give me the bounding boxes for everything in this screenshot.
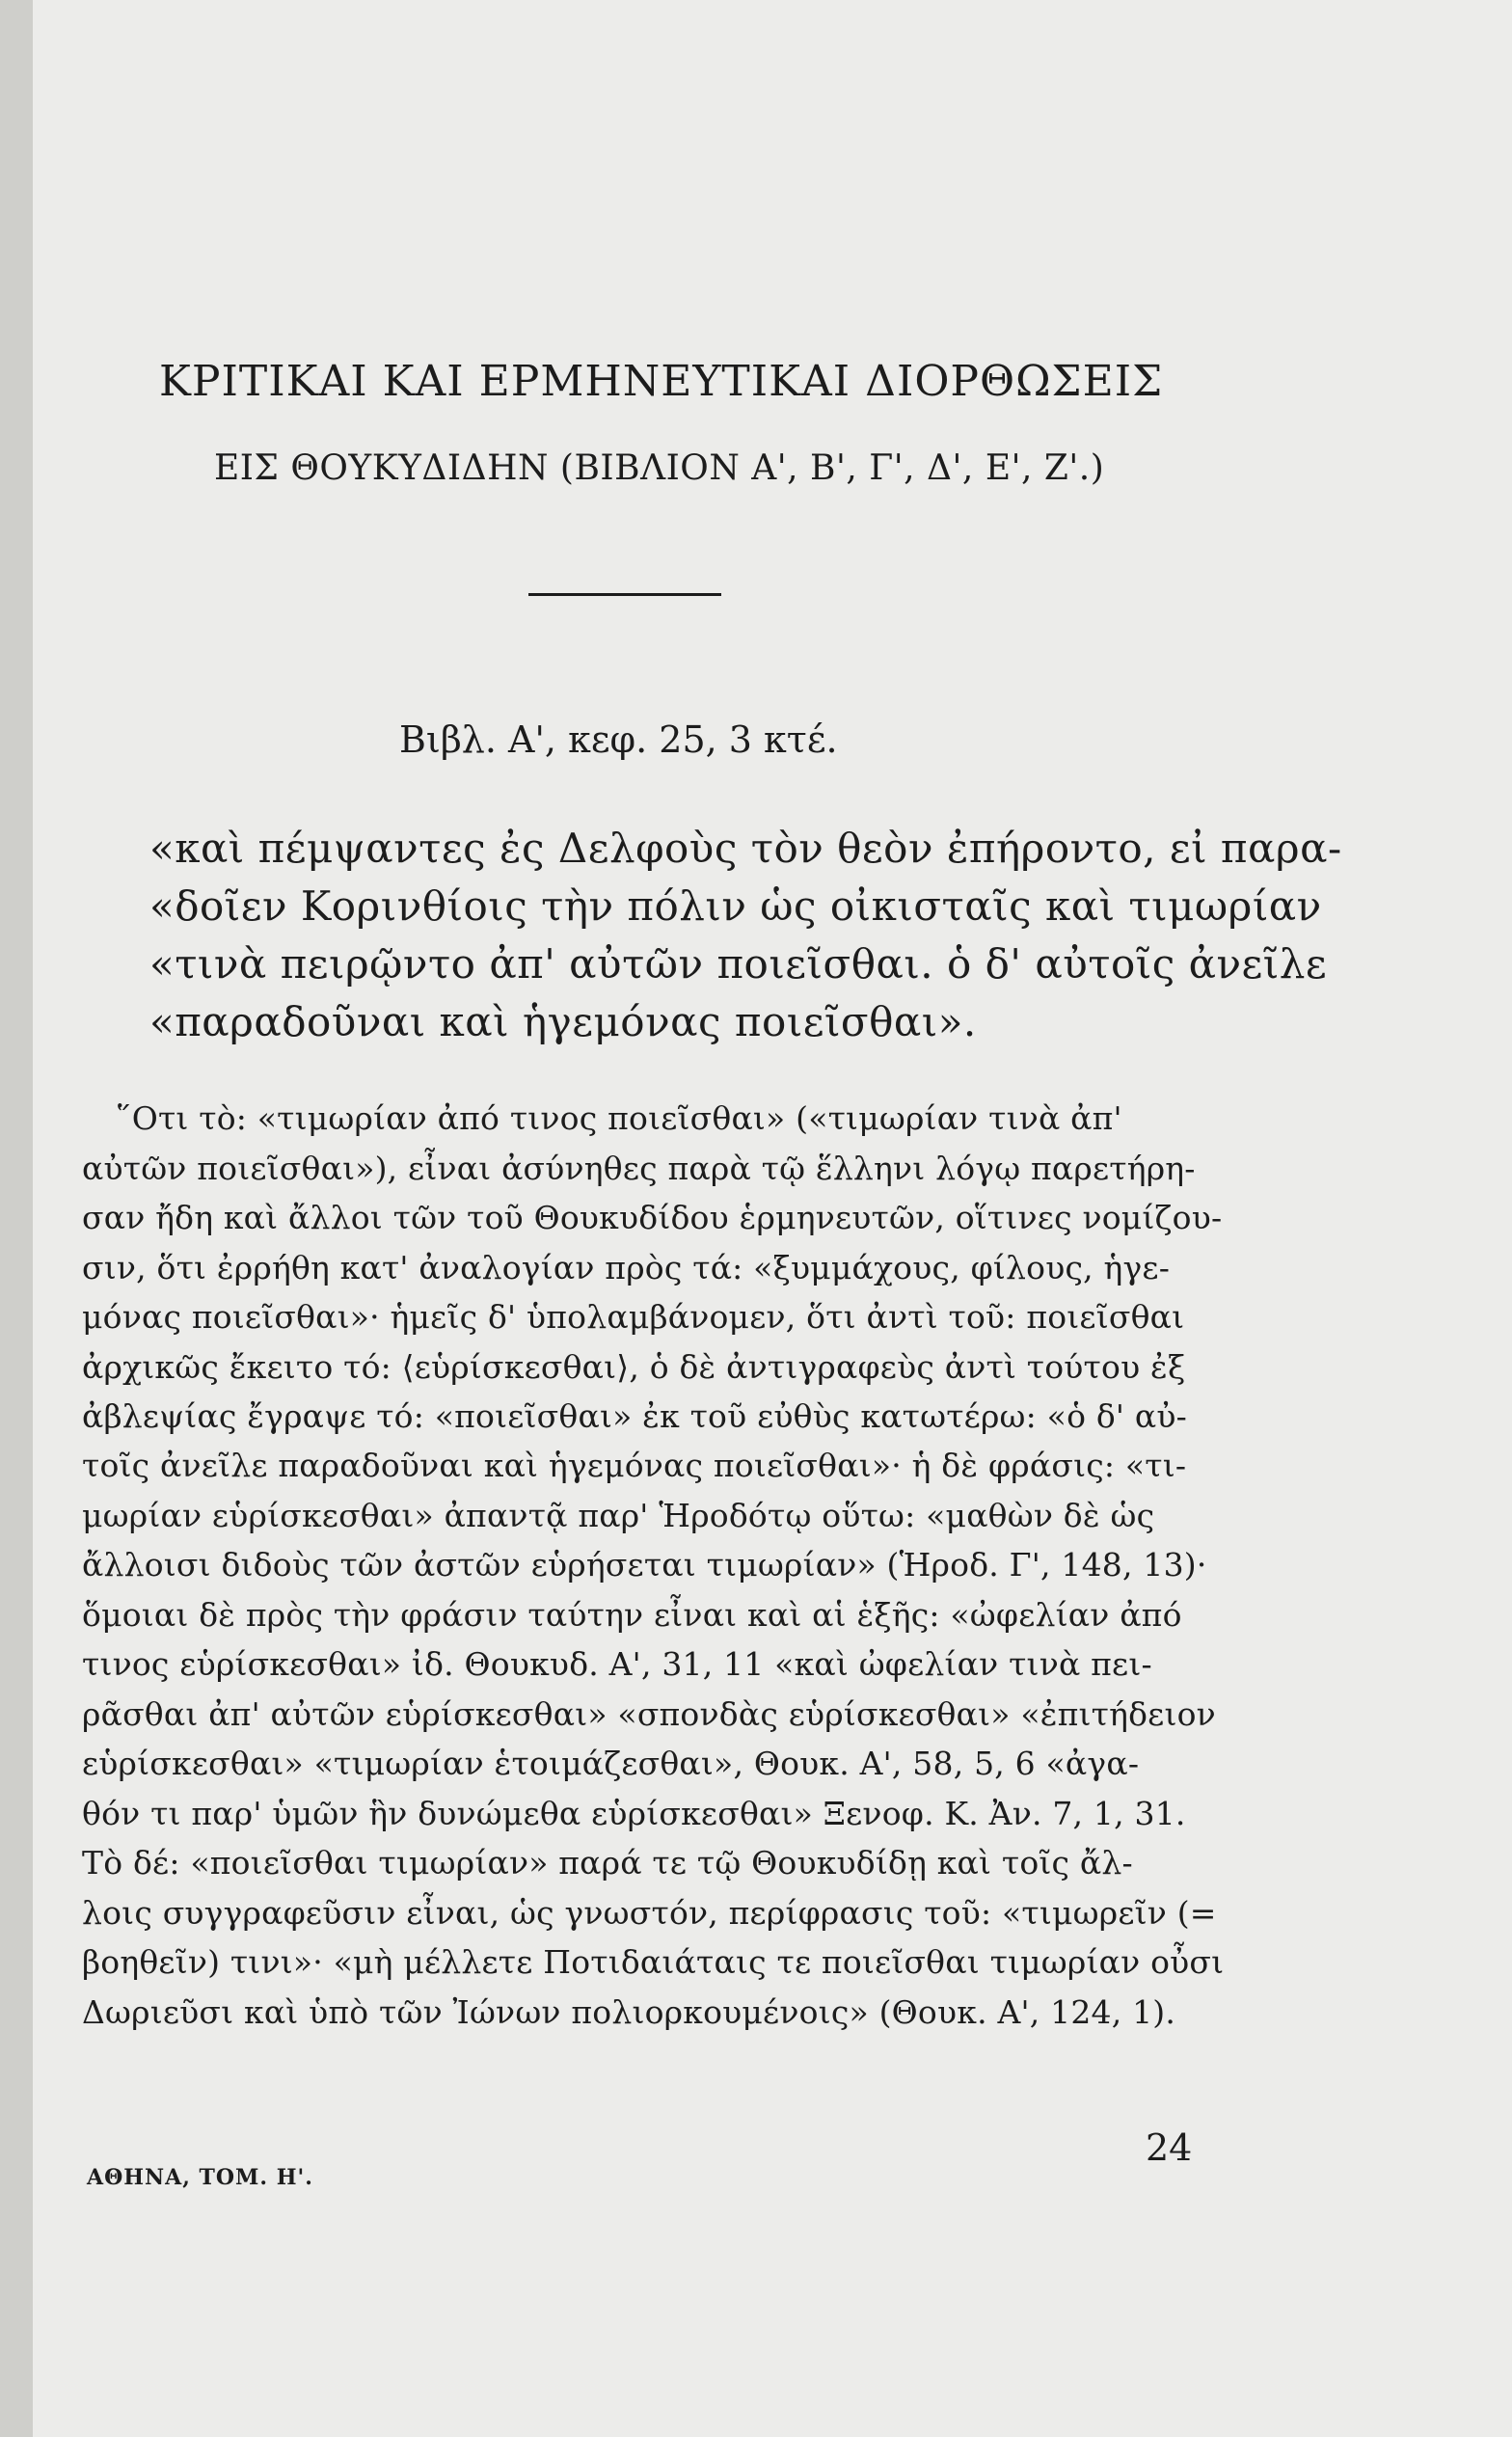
quote-line: «τινὰ πειρῷντο ἀπ' αὐτῶν ποιεῖσθαι. ὁ δ' αὐτοῖς ἀνεῖλε — [149, 940, 1328, 988]
journal-signature: ΑΘΗΝΑ, ΤΟΜ. Η'. — [87, 2165, 313, 2190]
body-line: μωρίαν εὑρίσκεσθαι» ἀπαντᾷ παρ' Ἡροδότῳ οὕτω: «μαθὼν δὲ ὡς — [82, 1497, 1155, 1534]
body-line: ὅμοιαι δὲ πρὸς τὴν φράσιν ταύτην εἶναι καὶ αἱ ἑξῆς: «ὠφελίαν ἀπό — [82, 1596, 1182, 1634]
article-subtitle: ΕΙΣ ΘΟΥΚΥΔΙΔΗΝ (ΒΙΒΛΙΟΝ Α', Β', Γ', Δ', Ε', Ζ'.) — [214, 448, 1105, 488]
body-line: ἄλλοισι διδοὺς τῶν ἀστῶν εὑρήσεται τιμωρίαν» (Ἡροδ. Γ', 148, 13)· — [82, 1546, 1207, 1584]
section-reference: Βιβλ. Α', κεφ. 25, 3 κτέ. — [399, 718, 838, 761]
article-title: ΚΡΙΤΙΚΑΙ ΚΑΙ ΕΡΜΗΝΕΥΤΙΚΑΙ ΔΙΟΡΘΩΣΕΙΣ — [159, 357, 1164, 406]
body-line: ῞Οτι τὸ: «τιμωρίαν ἀπό τινος ποιεῖσθαι» («τιμωρίαν τινὰ ἀπ' — [116, 1099, 1122, 1137]
body-line: σαν ἤδη καὶ ἄλλοι τῶν τοῦ Θουκυδίδου ἑρμηνευτῶν, οἵτινες νομίζου- — [82, 1199, 1223, 1236]
body-line: ἀβλεψίας ἔγραψε τό: «ποιεῖσθαι» ἐκ τοῦ εὐθὺς κατωτέρω: «ὁ δ' αὐ- — [82, 1397, 1187, 1435]
body-line: σιν, ὅτι ἐρρήθη κατ' ἀναλογίαν πρὸς τά: «ξυμμάχους, φίλους, ἡγε- — [82, 1249, 1171, 1286]
body-line: θόν τι παρ' ὑμῶν ἣν δυνώμεθα εὑρίσκεσθαι» Ξενοφ. Κ. Ἀν. 7, 1, 31. — [82, 1795, 1186, 1832]
body-line: ἀρχικῶς ἔκειτο τό: ⟨εὑρίσκεσθαι⟩, ὁ δὲ ἀντιγραφεὺς ἀντὶ τούτου ἐξ — [82, 1348, 1186, 1386]
body-line: τοῖς ἀνεῖλε παραδοῦναι καὶ ἡγεμόνας ποιεῖσθαι»· ἡ δὲ φράσις: «τι- — [82, 1447, 1187, 1484]
quote-line: «καὶ πέμψαντες ἐς Δελφοὺς τὸν θεὸν ἐπήροντο, εἰ παρα- — [149, 825, 1342, 872]
quote-line: «παραδοῦναι καὶ ἡγεμόνας ποιεῖσθαι». — [149, 998, 977, 1045]
title-divider — [528, 593, 721, 596]
body-line: βοηθεῖν) τινι»· «μὴ μέλλετε Ποτιδαιάταις τε ποιεῖσθαι τιμωρίαν οὖσι — [82, 1943, 1225, 1981]
quote-line: «δοῖεν Κορινθίοις τὴν πόλιν ὡς οἰκισταῖς καὶ τιμωρίαν — [149, 882, 1322, 930]
body-line: αὐτῶν ποιεῖσθαι»), εἶναι ἀσύνηθες παρὰ τῷ ἕλληνι λόγῳ παρετήρη- — [82, 1150, 1196, 1187]
body-line: Δωριεῦσι καὶ ὑπὸ τῶν Ἰώνων πολιορκουμένοις» (Θουκ. Α', 124, 1). — [82, 1993, 1176, 2031]
body-line: ρᾶσθαι ἀπ' αὐτῶν εὑρίσκεσθαι» «σπονδὰς εὑρίσκεσθαι» «ἐπιτήδειον — [82, 1695, 1216, 1733]
body-line: εὑρίσκεσθαι» «τιμωρίαν ἑτοιμάζεσθαι», Θουκ. Α', 58, 5, 6 «ἀγα- — [82, 1745, 1140, 1782]
body-line: μόνας ποιεῖσθαι»· ἡμεῖς δ' ὑπολαμβάνομεν, ὅτι ἀντὶ τοῦ: ποιεῖσθαι — [82, 1298, 1185, 1336]
body-line: λοις συγγραφεῦσιν εἶναι, ὡς γνωστόν, περίφρασις τοῦ: «τιμωρεῖν (= — [82, 1894, 1217, 1932]
body-line: τινος εὑρίσκεσθαι» ἰδ. Θουκυδ. Α', 31, 11 «καὶ ὠφελίαν τινὰ πει- — [82, 1645, 1152, 1683]
page-number: 24 — [1146, 2126, 1193, 2169]
body-line: Τὸ δέ: «ποιεῖσθαι τιμωρίαν» παρά τε τῷ Θουκυδίδῃ καὶ τοῖς ἄλ- — [82, 1844, 1133, 1882]
